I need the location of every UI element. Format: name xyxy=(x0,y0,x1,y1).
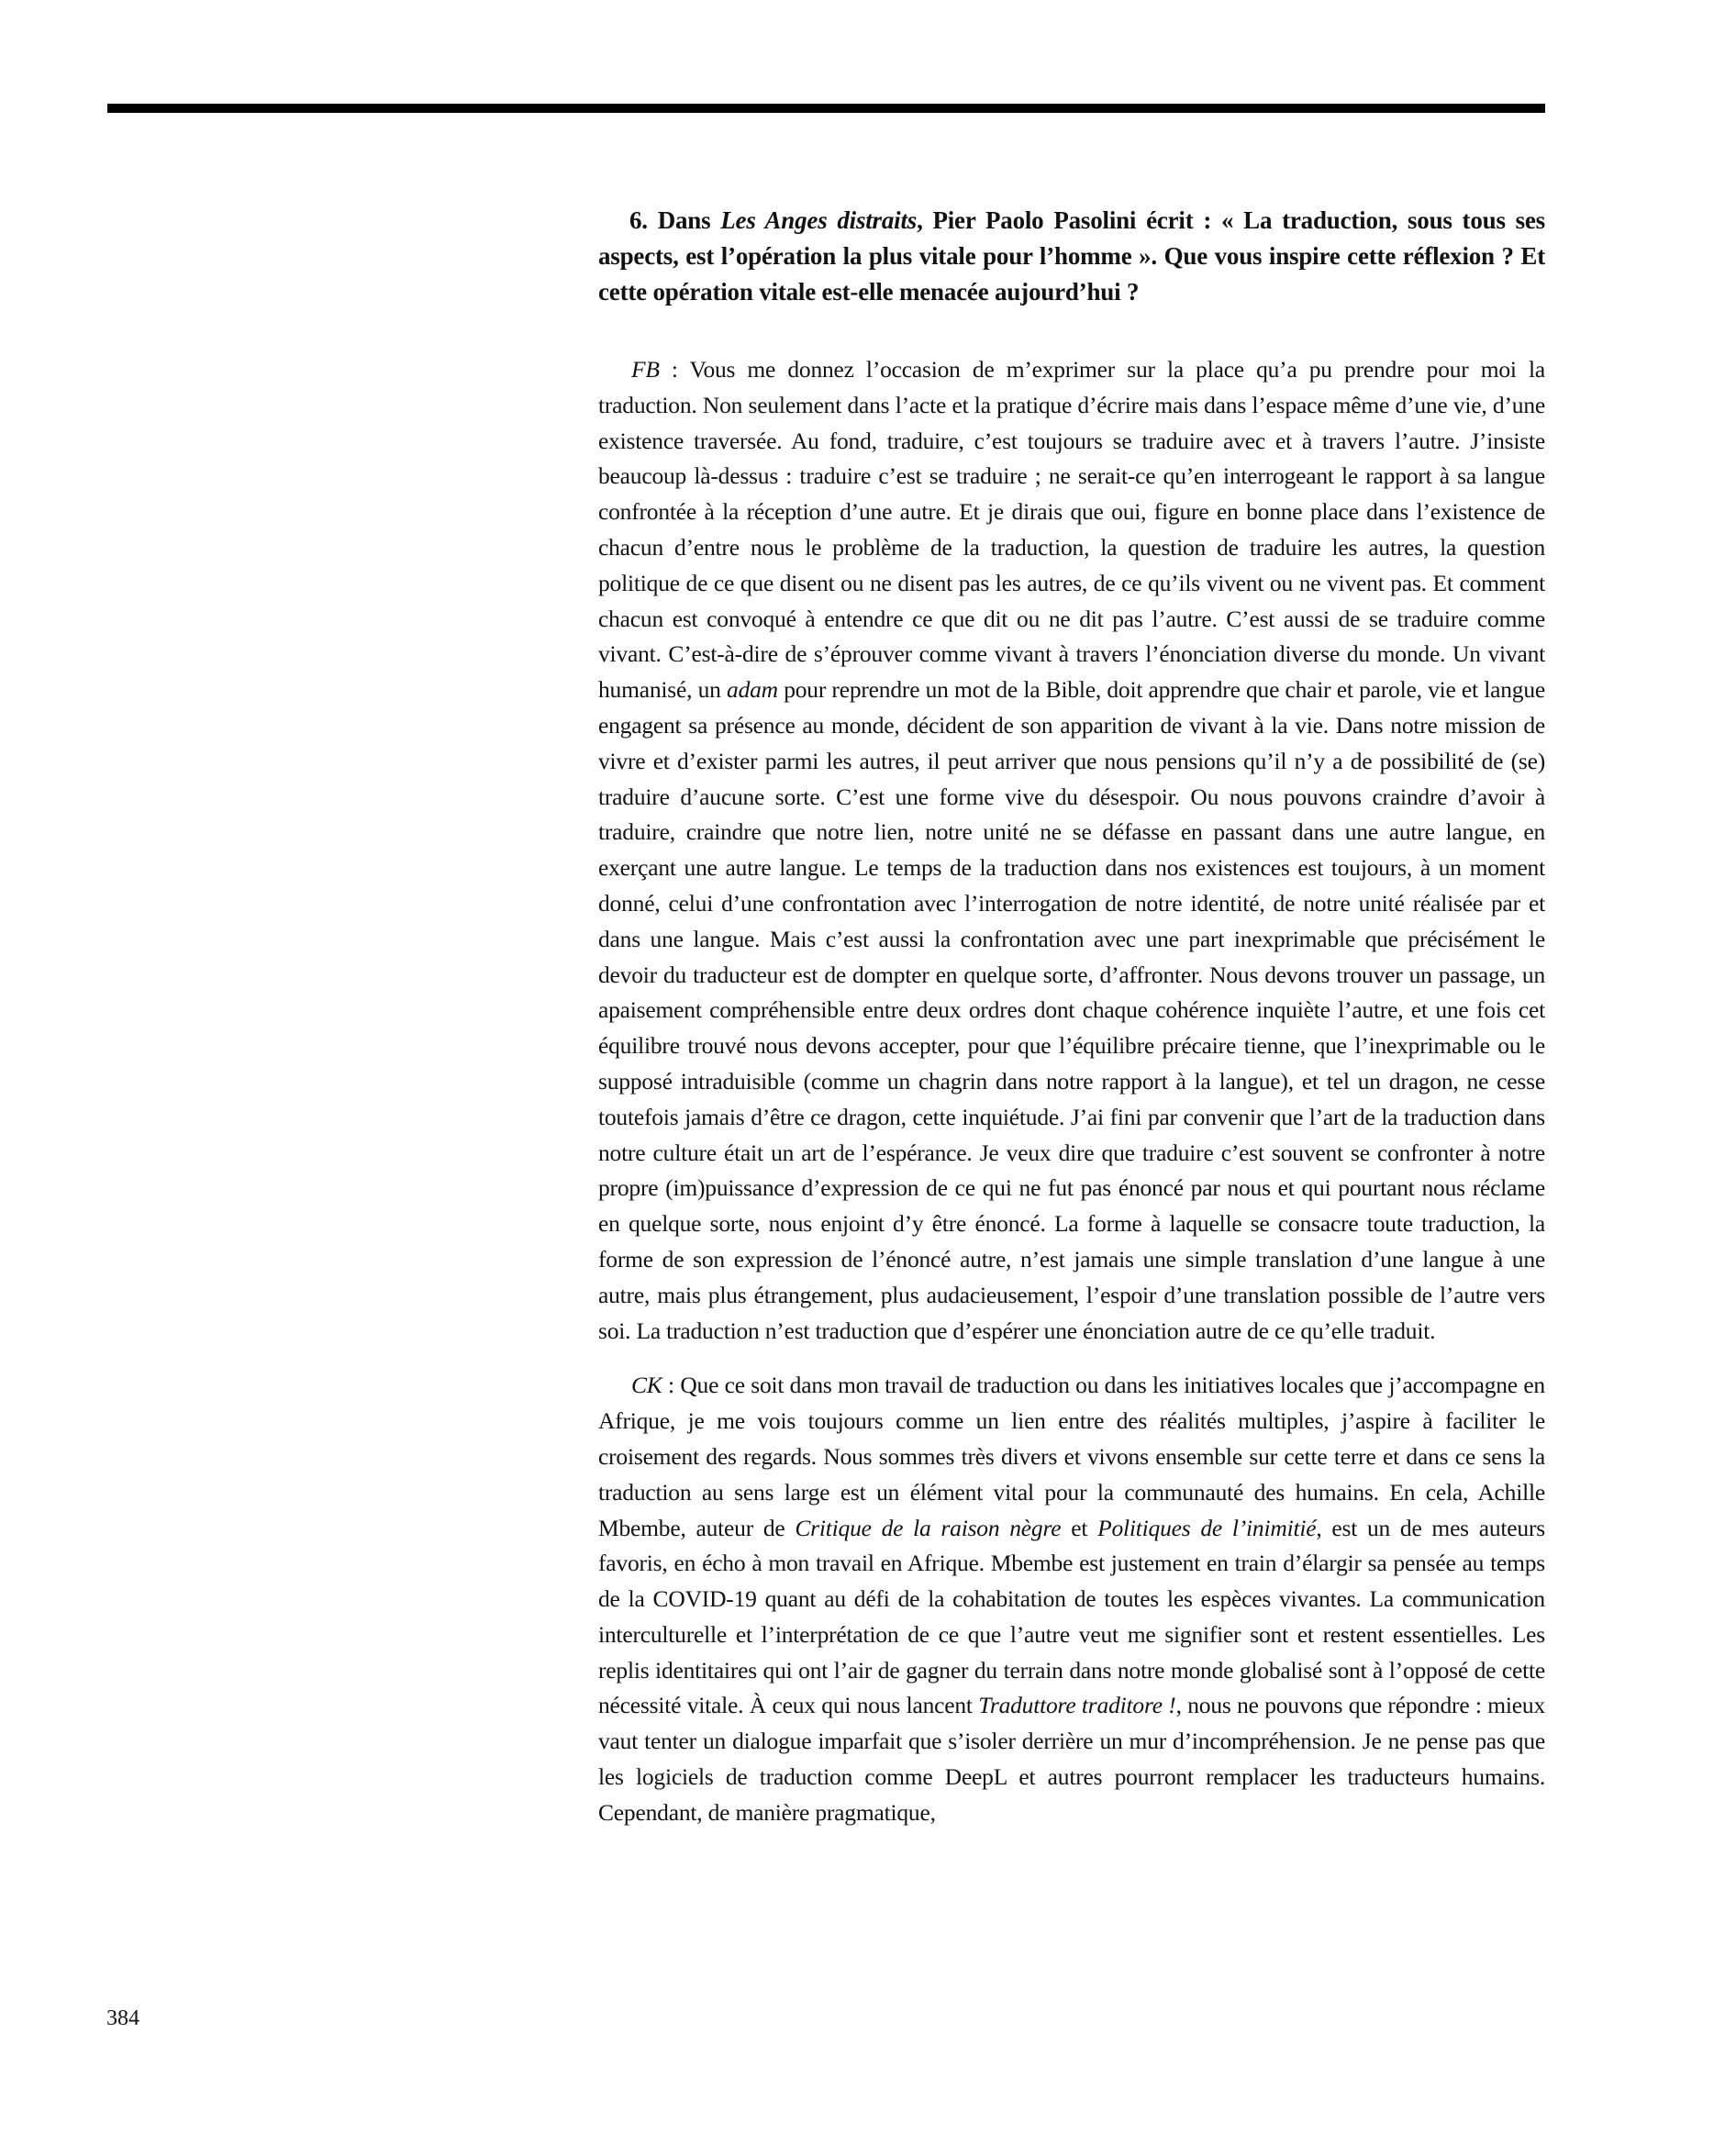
text-run: et xyxy=(1061,1514,1098,1541)
text-run: , nous ne pouvons que répondre : mieux vaut tenter un dialogue imparfait que s’isoler derrière un mur d’incompréhension. Je ne pense pas que les logiciels de traduction comme DeepL et autres pourront remplacer les traducteurs humains. Cependant, de manière pragmatique, xyxy=(598,1692,1545,1826)
italic-text-run: adam xyxy=(727,676,778,704)
text-run: pour reprendre un mot de la Bible, doit apprendre que chair et parole, vie et langue engagent sa présence au monde, décident de son apparition de vivant à la vie. Dans notre mission de vivre et d’exister parmi les autres, il peut arriver que nous pensions qu’il n’y a de possibilité de (se) traduire d’aucune sorte. C’est une forme vive du désespoir. Ou nous pouvons craindre d’avoir à traduire, craindre que notre lien, notre unité ne se défasse en passant dans une autre langue, en exerçant une autre langue. Le temps de la traduction dans nos existences est toujours, à un moment donné, celui d’une confrontation avec l’interrogation de notre identité, de notre unité réalisée par et dans une langue. Mais c’est aussi la confrontation avec une part inexprimable que précisément le devoir du traducteur est de dompter en quelque sorte, d’affronter. Nous devons trouver un passage, un apaisement compréhensible entre deux ordres dont chaque cohérence inquiète l’autre, et une fois cet équilibre trouvé nous devons accepter, pour que l’équilibre précaire tienne, que l’inexprimable ou le supposé intraduisible (comme un chagrin dans notre rapport à la langue), et tel un dragon, ne cesse toutefois jamais d’être ce dragon, cette inquiétude. J’ai fini par convenir que l’art de la traduction dans notre culture était un art de l’espérance. Je veux dire que traduire c’est souvent se confronter à notre propre (im)puissance d’expression de ce qui ne fut pas énoncé par nous et qui pourtant nous réclame en quelque sorte, nous enjoint d’y être énoncé. La forme à laquelle se consacre toute traduction, la forme de son expression de l’énoncé autre, n’est jamais une simple translation d’une langue à une autre, mais plus étrangement, plus audacieusement, l’espoir d’une translation possible de l’autre vers soi. La traduction n’est traduction que d’espérer une énonciation autre de ce qu’elle traduit. xyxy=(598,676,1545,1344)
italic-text-run: Politiques de l’inimitié xyxy=(1097,1514,1317,1541)
italic-text-run: Critique de la raison nègre xyxy=(795,1514,1062,1541)
text-run: : Vous me donnez l’occasion de m’exprimer sur la place qu’a pu prendre pour moi la traduction. Non seulement dans l’acte et la pratique d’écrire mais dans l’espace même d’une vie, d’une existence traversée. Au fond, traduire, c’est toujours se traduire avec et à travers l’autre. J’insiste beaucoup là-dessus : traduire c’est se traduire ; ne serait-ce qu’en interrogeant le rapport à sa langue confrontée à la réception d’une autre. Et je dirais que oui, figure en bonne place dans l’existence de chacun d’entre nous le problème de la traduction, la question de traduire les autres, la question politique de ce que disent ou ne disent pas les autres, de ce qu’ils vivent ou ne vivent pas. Et comment chacun est convoqué à entendre ce que dit ou ne dit pas l’autre. C’est aussi de se traduire comme vivant. C’est-à-dire de s’éprouver comme vivant à travers l’énonciation diverse du monde. Un vivant humanisé, un xyxy=(598,356,1545,704)
interview-question xyxy=(598,203,1545,310)
italic-text-run: Les Anges distraits xyxy=(720,206,918,234)
text-run: , est un de mes auteurs favoris, en écho à mon travail en Afrique. Mbembe est justement en train d’élargir sa pensée au temps de la COVID-19 quant au défi de la cohabitation de toutes les espèces vivantes. La communication interculturelle et l’interprétation de ce que l’autre veut me signifier sont et restent essentielles. Les replis identitaires qui ont l’air de gagner du terrain dans notre monde globalisé sont à l’opposé de cette nécessité vitale. À ceux qui nous lancent xyxy=(598,1514,1545,1719)
page-content xyxy=(598,203,1545,1850)
answer-paragraphs xyxy=(598,352,1545,1831)
answer-paragraph-ck xyxy=(598,1368,1545,1830)
answer-paragraph-fb xyxy=(598,352,1545,1349)
italic-text-run: Traduttore traditore ! xyxy=(978,1692,1176,1719)
text-run: : Que ce soit dans mon travail de traduction ou dans les initiatives locales que j’accompagne en Afrique, je me vois toujours comme un lien entre des réalités multiples, j’aspire à faciliter le croisement des regards. Nous sommes très divers et vivons ensemble sur cette terre et dans ce sens la traduction au sens large est un élément vital pour la communauté des humains. En cela, Achille Mbembe, auteur de xyxy=(598,1372,1545,1541)
page-number: 384 xyxy=(106,2006,139,2030)
italic-text-run: FB xyxy=(631,356,660,383)
top-rule xyxy=(107,104,1545,113)
italic-text-run: CK xyxy=(631,1372,662,1399)
text-run: 6. Dans xyxy=(629,206,721,234)
text-run: , Pier Paolo Pasolini écrit : « La traduction, sous tous ses aspects, est l’opération la plus vitale pour l’homme ». Que vous inspire cette réflexion ? Et cette opération vitale est-elle menacée aujourd’hui ? xyxy=(598,206,1545,306)
